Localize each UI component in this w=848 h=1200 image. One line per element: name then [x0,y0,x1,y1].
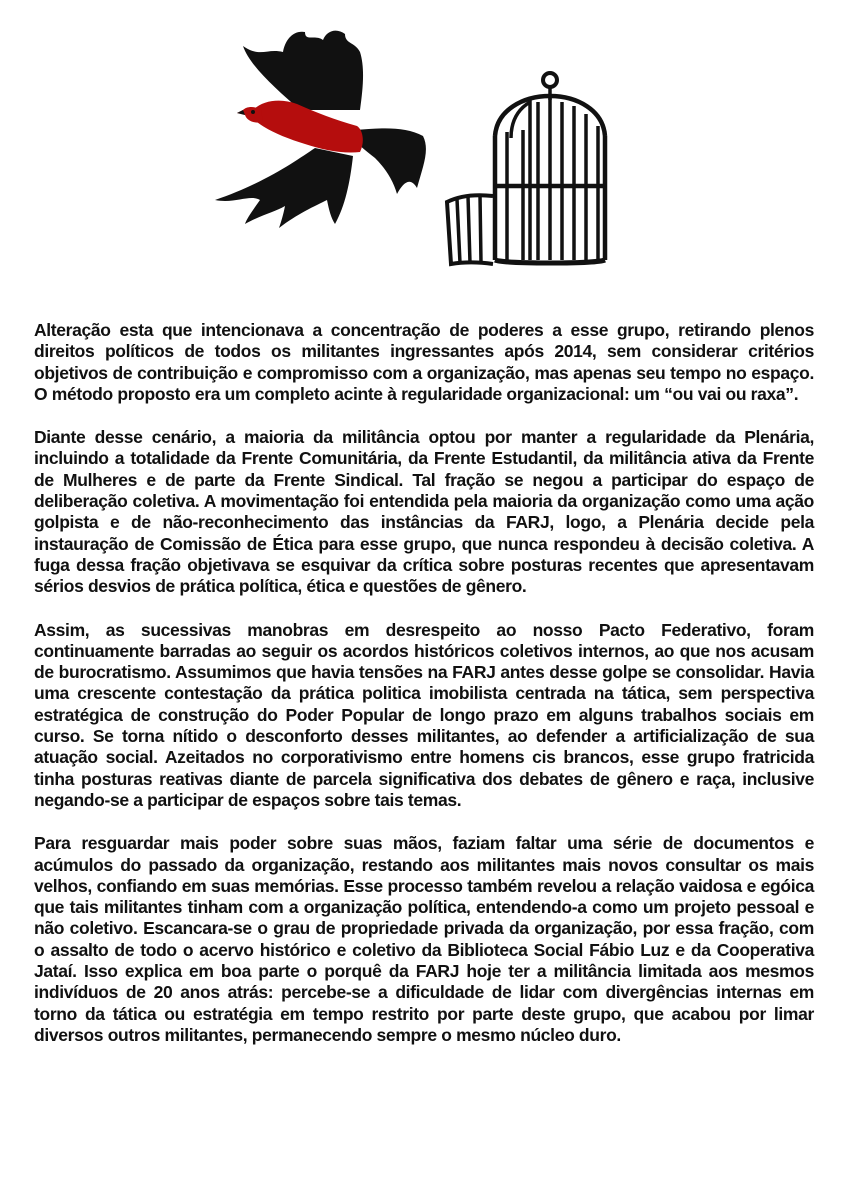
body-text [34,320,814,1068]
paragraph-4: Para resguardar mais poder sobre suas mãos, faziam faltar uma série de documentos e acúmulos do passado da organização, restando aos militantes mais novos consultar os mais velhos, confiando em suas memórias. Esse processo também revelou a relação vaidosa e egóica que tais militantes tinham com a organização política, entendendo-a como um projeto pessoal e não coletivo. Escancara-se o grau de propriedade privada da organização, por essa fração, com o assalto de todo o acervo histórico e coletivo da Biblioteca Social Fábio Luz e da Cooperativa Jataí. Isso explica em boa parte o porquê da FARJ hoje ter a militância limitada aos mesmos indivíduos de 20 anos atrás: percebe-se a dificuldade de lidar com divergências internas em torno da tática ou estratégia em tempo restrito por parte deste grupo, que acabou por limar diversos outros militantes, permanecendo sempre o mesmo núcleo duro. [34,833,814,1045]
header-illustration [205,18,635,278]
open-birdcage-icon [447,73,605,264]
paragraph-1: Alteração esta que intencionava a concentração de poderes a esse grupo, retirando plenos direitos políticos de todos os militantes ingressantes após 2014, sem considerar critérios objetivos de contribuição e compromisso com a organização, mas apenas seu tempo no espaço. O método proposto era um completo acinte à regularidade organizacional: um “ou vai ou raxa”. [34,320,814,404]
paragraph-3: Assim, as sucessivas manobras em desrespeito ao nosso Pacto Federativo, foram continuamente barradas ao seguir os acordos históricos coletivos internos, ao que nos acusam de burocratismo. Assumimos que havia tensões na FARJ antes desse golpe se consolidar. Havia uma crescente contestação da prática politica imobilista centrada na tática, sem perspectiva estratégica de construção do Poder Popular de longo prazo em alguns trabalhos sociais em curso. Se torna nítido o desconforto desses militantes, ao defender a artificialização de sua atuação social. Azeitados no corporativismo entre homens cis brancos, esse grupo fratricida tinha posturas reativas diante de parcela significativa dos debates de gênero e raça, inclusive negando-se a participar de espaços sobre tais temas. [34,619,814,810]
bird-icon [215,31,426,228]
paragraph-2: Diante desse cenário, a maioria da militância optou por manter a regularidade da Plenária, incluindo a totalidade da Frente Comunitária, da Frente Estudantil, da militância ativa da Frente de Mulheres e de parte da Frente Sindical. Tal fração se negou a participar do espaço de deliberação coletiva. A movimentação foi entendida pela maioria da organização como uma ação golpista e de não-reconhecimento das instâncias da FARJ, logo, a Plenária decide pela instauração de Comissão de Ética para esse grupo, que nunca respondeu à decisão coletiva. A fuga dessa fração objetivava se esquivar da crítica sobre posturas recentes que apresentavam sérios desvios de prática política, ética e questões de gênero. [34,427,814,597]
